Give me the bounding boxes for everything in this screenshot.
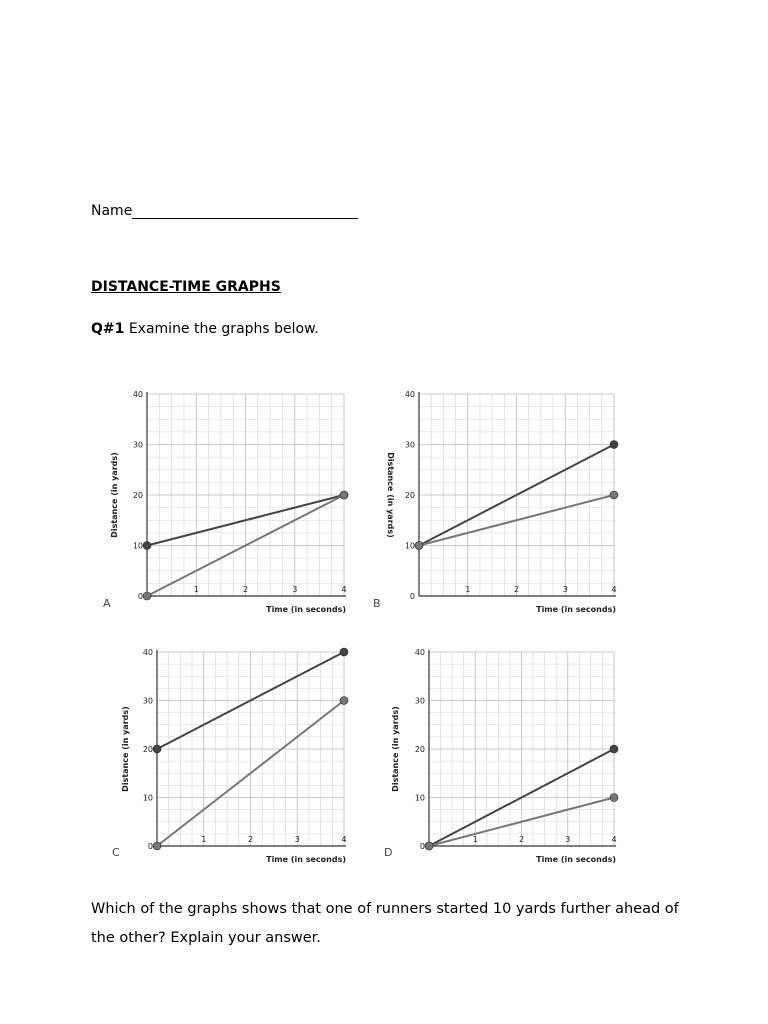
y-tick-label: 40 bbox=[132, 390, 143, 399]
y-tick-label: 40 bbox=[414, 648, 425, 657]
x-tick-label: 1 bbox=[193, 585, 199, 594]
x-tick-label: 3 bbox=[565, 835, 571, 844]
data-point bbox=[143, 542, 151, 550]
data-point bbox=[340, 648, 348, 656]
y-tick-label: 20 bbox=[142, 745, 153, 754]
graph-a bbox=[103, 390, 348, 614]
data-point bbox=[610, 491, 618, 499]
x-tick-label: 3 bbox=[294, 835, 300, 844]
y-tick-label: 10 bbox=[414, 793, 425, 803]
data-point bbox=[153, 745, 161, 753]
y-tick-label: 0 bbox=[419, 842, 425, 851]
question-prompt: Which of the graphs shows that one of runners started 10 yards further ahead of the other? Explain your answer. bbox=[91, 901, 679, 946]
y-tick-label: 30 bbox=[404, 440, 415, 450]
graph-c bbox=[112, 648, 348, 864]
y-tick-label: 30 bbox=[142, 696, 153, 706]
x-axis-label: Time (in seconds) bbox=[266, 855, 346, 864]
data-point bbox=[610, 745, 618, 753]
question-number: Q#1 bbox=[91, 321, 125, 337]
y-tick-label: 10 bbox=[404, 541, 415, 551]
graph-letter: A bbox=[103, 597, 111, 610]
y-tick-label: 20 bbox=[132, 491, 143, 500]
x-axis-label: Time (in seconds) bbox=[266, 605, 346, 614]
y-axis-label: Distance (in yards) bbox=[386, 452, 395, 538]
x-tick-label: 2 bbox=[242, 585, 249, 594]
y-tick-label: 40 bbox=[404, 390, 415, 399]
y-tick-label: 10 bbox=[132, 541, 143, 551]
x-axis-label: Time (in seconds) bbox=[536, 855, 616, 864]
x-tick-label: 4 bbox=[341, 835, 347, 844]
x-tick-label: 2 bbox=[513, 585, 520, 594]
x-tick-label: 2 bbox=[247, 835, 254, 844]
data-point bbox=[143, 592, 151, 600]
x-tick-label: 1 bbox=[465, 585, 471, 594]
y-tick-label: 30 bbox=[414, 696, 425, 706]
y-axis-label: Distance (in yards) bbox=[110, 452, 119, 538]
graphs-figure bbox=[0, 370, 768, 870]
data-point bbox=[415, 542, 423, 550]
graph-letter: D bbox=[384, 846, 393, 859]
x-tick-label: 4 bbox=[611, 835, 617, 844]
data-point bbox=[610, 794, 618, 802]
graph-d bbox=[384, 648, 618, 864]
name-blank-line[interactable] bbox=[132, 204, 358, 219]
y-axis-label: Distance (in yards) bbox=[391, 706, 400, 792]
y-tick-label: 20 bbox=[404, 491, 415, 500]
x-tick-label: 3 bbox=[562, 585, 568, 594]
x-tick-label: 1 bbox=[472, 835, 478, 844]
y-tick-label: 20 bbox=[414, 745, 425, 754]
y-tick-label: 40 bbox=[142, 648, 153, 657]
x-tick-label: 1 bbox=[201, 835, 207, 844]
y-tick-label: 30 bbox=[132, 440, 143, 450]
graph-b bbox=[373, 390, 618, 614]
y-tick-label: 0 bbox=[147, 842, 153, 851]
x-tick-label: 2 bbox=[518, 835, 525, 844]
name-label: Name bbox=[91, 203, 133, 219]
question-line bbox=[91, 321, 319, 337]
x-tick-label: 3 bbox=[292, 585, 298, 594]
data-point bbox=[340, 697, 348, 705]
data-point bbox=[340, 491, 348, 499]
x-tick-label: 4 bbox=[611, 585, 617, 594]
x-axis-label: Time (in seconds) bbox=[536, 605, 616, 614]
data-point bbox=[610, 441, 618, 449]
page-title: DISTANCE-TIME GRAPHS bbox=[91, 279, 281, 295]
y-tick-label: 0 bbox=[409, 592, 415, 601]
name-field bbox=[91, 203, 358, 219]
graph-letter: C bbox=[112, 846, 120, 859]
data-point bbox=[425, 842, 433, 850]
graph-letter: B bbox=[373, 597, 381, 610]
y-axis-label: Distance (in yards) bbox=[121, 706, 130, 792]
data-point bbox=[153, 842, 161, 850]
y-tick-label: 10 bbox=[142, 793, 153, 803]
y-tick-label: 0 bbox=[137, 592, 143, 601]
question-text: Examine the graphs below. bbox=[124, 321, 319, 337]
x-tick-label: 4 bbox=[341, 585, 347, 594]
